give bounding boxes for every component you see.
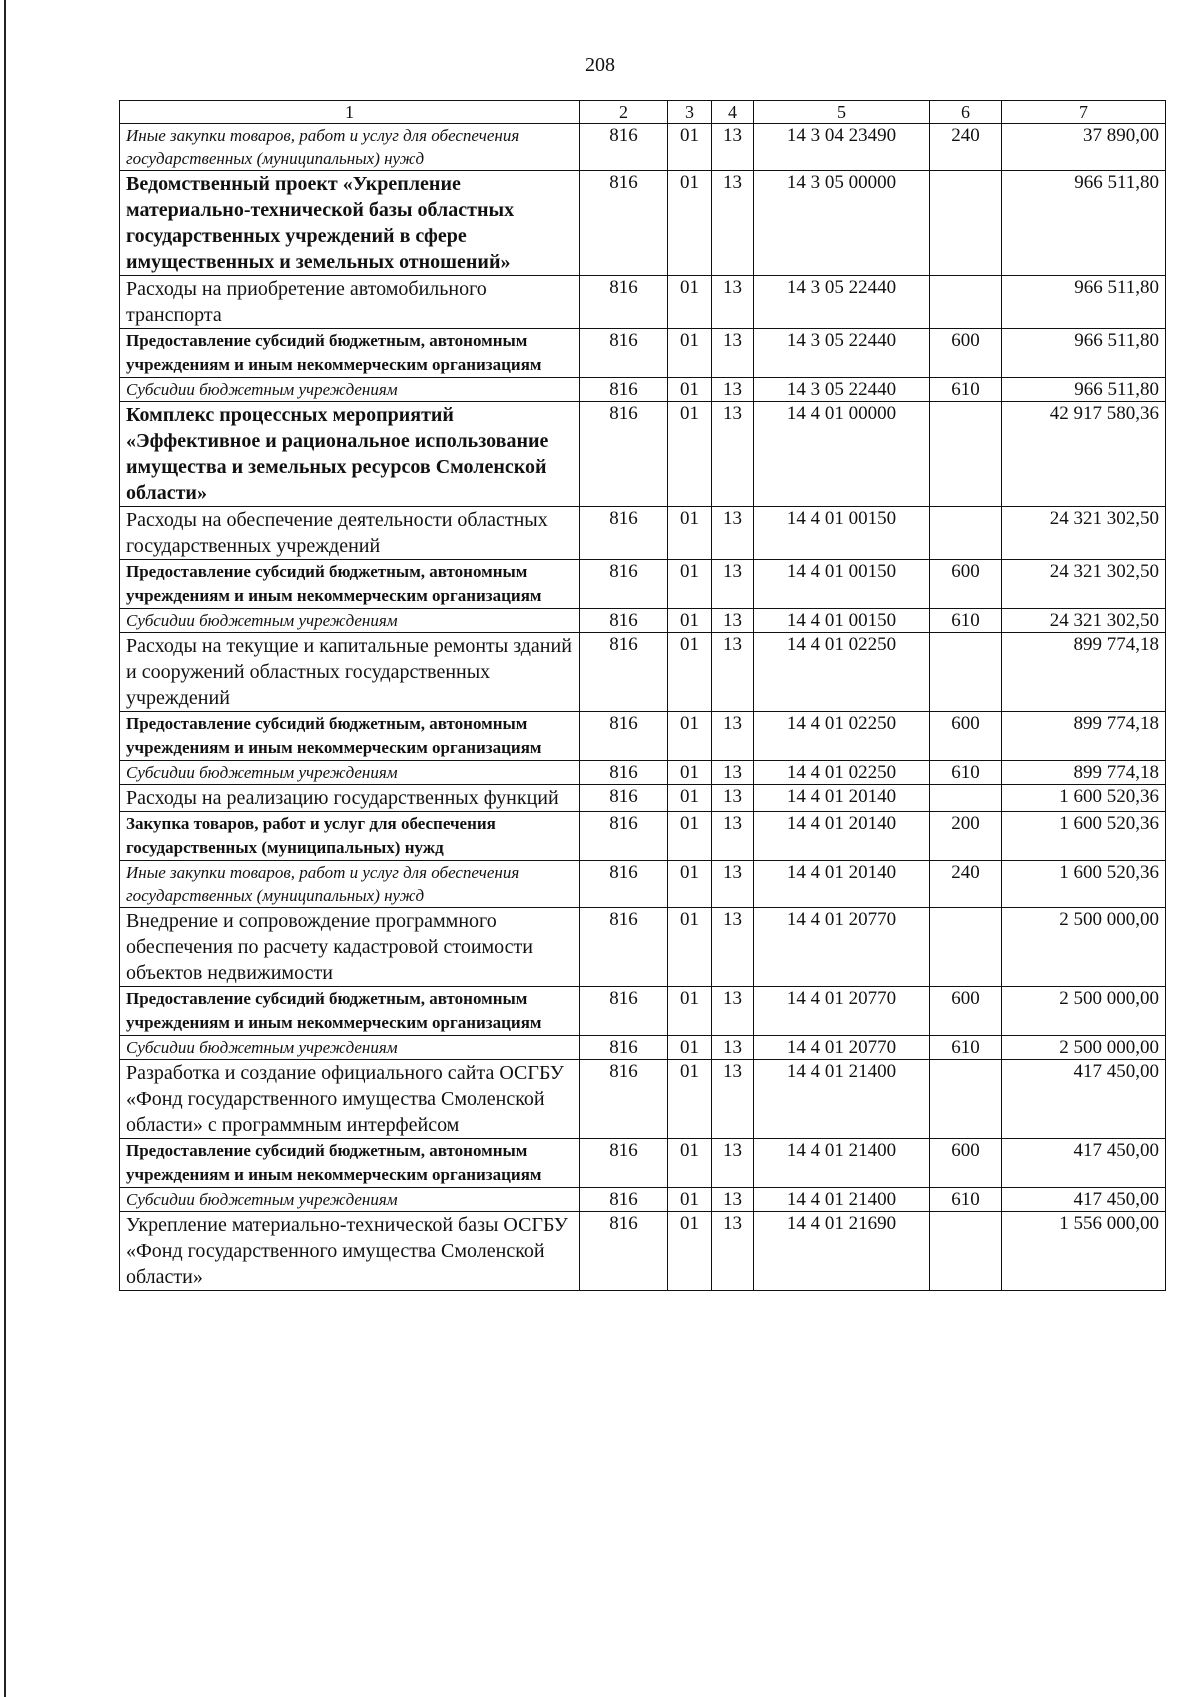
row-name-cell: Предоставление субсидий бюджетным, автономным учреждениям и иным некоммерческим организациям xyxy=(120,329,580,378)
amount-cell: 1 600 520,36 xyxy=(1002,861,1166,908)
expense-type-cell xyxy=(930,633,1002,712)
amount-cell: 2 500 000,00 xyxy=(1002,987,1166,1036)
subsection-code-cell: 13 xyxy=(712,785,754,812)
row-name-cell: Субсидии бюджетным учреждениям xyxy=(120,1036,580,1060)
table-row xyxy=(120,276,1166,329)
admin-code-cell: 816 xyxy=(580,1060,668,1139)
row-name-cell: Предоставление субсидий бюджетным, автономным учреждениям и иным некоммерческим организациям xyxy=(120,987,580,1036)
table-row xyxy=(120,761,1166,785)
admin-code-cell: 816 xyxy=(580,609,668,633)
subsection-code-cell: 13 xyxy=(712,1060,754,1139)
admin-code-cell: 816 xyxy=(580,908,668,987)
section-code-cell: 01 xyxy=(668,124,712,171)
row-name-cell: Комплекс процессных мероприятий «Эффективное и рациональное использование имущества и земельных ресурсов Смоленской области» xyxy=(120,402,580,507)
table-row xyxy=(120,560,1166,609)
expense-type-cell: 610 xyxy=(930,1188,1002,1212)
target-article-cell: 14 3 05 00000 xyxy=(754,171,930,276)
section-code-cell: 01 xyxy=(668,812,712,861)
expense-type-cell: 240 xyxy=(930,861,1002,908)
section-code-cell: 01 xyxy=(668,402,712,507)
amount-cell: 966 511,80 xyxy=(1002,276,1166,329)
table-row xyxy=(120,1188,1166,1212)
amount-cell: 24 321 302,50 xyxy=(1002,560,1166,609)
table-row xyxy=(120,609,1166,633)
table-row xyxy=(120,124,1166,171)
target-article-cell: 14 4 01 21690 xyxy=(754,1212,930,1291)
subsection-code-cell: 13 xyxy=(712,1212,754,1291)
admin-code-cell: 816 xyxy=(580,171,668,276)
target-article-cell: 14 4 01 20770 xyxy=(754,987,930,1036)
amount-cell: 42 917 580,36 xyxy=(1002,402,1166,507)
admin-code-cell: 816 xyxy=(580,329,668,378)
table-row xyxy=(120,329,1166,378)
admin-code-cell: 816 xyxy=(580,378,668,402)
admin-code-cell: 816 xyxy=(580,987,668,1036)
row-name-cell: Внедрение и сопровождение программного обеспечения по расчету кадастровой стоимости объектов недвижимости xyxy=(120,908,580,987)
admin-code-cell: 816 xyxy=(580,507,668,560)
row-name-cell: Субсидии бюджетным учреждениям xyxy=(120,1188,580,1212)
table-row xyxy=(120,507,1166,560)
expense-type-cell xyxy=(930,171,1002,276)
subsection-code-cell: 13 xyxy=(712,987,754,1036)
admin-code-cell: 816 xyxy=(580,633,668,712)
admin-code-cell: 816 xyxy=(580,812,668,861)
row-name-cell: Ведомственный проект «Укрепление материально-технической базы областных государственных учреждений в сфере имущественных и земельных отношений» xyxy=(120,171,580,276)
expense-type-cell xyxy=(930,908,1002,987)
section-code-cell: 01 xyxy=(668,1139,712,1188)
expense-type-cell: 610 xyxy=(930,378,1002,402)
expense-type-cell: 600 xyxy=(930,987,1002,1036)
section-code-cell: 01 xyxy=(668,1212,712,1291)
section-code-cell: 01 xyxy=(668,633,712,712)
table-row xyxy=(120,908,1166,987)
column-header: 6 xyxy=(930,101,1002,124)
row-name-cell: Предоставление субсидий бюджетным, автономным учреждениям и иным некоммерческим организациям xyxy=(120,560,580,609)
amount-cell: 417 450,00 xyxy=(1002,1060,1166,1139)
column-header: 1 xyxy=(120,101,580,124)
expense-type-cell: 600 xyxy=(930,329,1002,378)
table-row xyxy=(120,633,1166,712)
amount-cell: 24 321 302,50 xyxy=(1002,609,1166,633)
amount-cell: 417 450,00 xyxy=(1002,1188,1166,1212)
page-number: 208 xyxy=(585,54,615,76)
amount-cell: 2 500 000,00 xyxy=(1002,1036,1166,1060)
amount-cell: 966 511,80 xyxy=(1002,329,1166,378)
expense-type-cell: 200 xyxy=(930,812,1002,861)
expense-type-cell: 600 xyxy=(930,712,1002,761)
expense-type-cell xyxy=(930,276,1002,329)
table-row xyxy=(120,785,1166,812)
target-article-cell: 14 4 01 00150 xyxy=(754,507,930,560)
admin-code-cell: 816 xyxy=(580,402,668,507)
section-code-cell: 01 xyxy=(668,861,712,908)
target-article-cell: 14 4 01 21400 xyxy=(754,1139,930,1188)
expense-type-cell xyxy=(930,1212,1002,1291)
admin-code-cell: 816 xyxy=(580,560,668,609)
subsection-code-cell: 13 xyxy=(712,861,754,908)
table-row xyxy=(120,712,1166,761)
subsection-code-cell: 13 xyxy=(712,712,754,761)
target-article-cell: 14 4 01 20770 xyxy=(754,908,930,987)
amount-cell: 37 890,00 xyxy=(1002,124,1166,171)
column-header: 2 xyxy=(580,101,668,124)
section-code-cell: 01 xyxy=(668,987,712,1036)
row-name-cell: Субсидии бюджетным учреждениям xyxy=(120,609,580,633)
expense-type-cell xyxy=(930,785,1002,812)
column-header: 3 xyxy=(668,101,712,124)
expense-type-cell xyxy=(930,507,1002,560)
admin-code-cell: 816 xyxy=(580,276,668,329)
subsection-code-cell: 13 xyxy=(712,1139,754,1188)
subsection-code-cell: 13 xyxy=(712,329,754,378)
target-article-cell: 14 4 01 02250 xyxy=(754,712,930,761)
section-code-cell: 01 xyxy=(668,276,712,329)
row-name-cell: Иные закупки товаров, работ и услуг для обеспечения государственных (муниципальных) нужд xyxy=(120,861,580,908)
row-name-cell: Предоставление субсидий бюджетным, автономным учреждениям и иным некоммерческим организациям xyxy=(120,1139,580,1188)
scan-edge-line xyxy=(4,0,6,1697)
target-article-cell: 14 4 01 02250 xyxy=(754,633,930,712)
section-code-cell: 01 xyxy=(668,329,712,378)
amount-cell: 1 600 520,36 xyxy=(1002,785,1166,812)
expense-type-cell: 610 xyxy=(930,1036,1002,1060)
subsection-code-cell: 13 xyxy=(712,633,754,712)
expense-type-cell: 240 xyxy=(930,124,1002,171)
target-article-cell: 14 4 01 02250 xyxy=(754,761,930,785)
admin-code-cell: 816 xyxy=(580,785,668,812)
subsection-code-cell: 13 xyxy=(712,560,754,609)
amount-cell: 899 774,18 xyxy=(1002,761,1166,785)
admin-code-cell: 816 xyxy=(580,124,668,171)
row-name-cell: Расходы на текущие и капитальные ремонты зданий и сооружений областных государственных учреждений xyxy=(120,633,580,712)
section-code-cell: 01 xyxy=(668,171,712,276)
target-article-cell: 14 4 01 20770 xyxy=(754,1036,930,1060)
amount-cell: 1 600 520,36 xyxy=(1002,812,1166,861)
section-code-cell: 01 xyxy=(668,761,712,785)
admin-code-cell: 816 xyxy=(580,1036,668,1060)
row-name-cell: Расходы на реализацию государственных функций xyxy=(120,785,580,812)
row-name-cell: Предоставление субсидий бюджетным, автономным учреждениям и иным некоммерческим организациям xyxy=(120,712,580,761)
table-row xyxy=(120,378,1166,402)
subsection-code-cell: 13 xyxy=(712,609,754,633)
column-header: 4 xyxy=(712,101,754,124)
target-article-cell: 14 3 05 22440 xyxy=(754,329,930,378)
table-row xyxy=(120,1212,1166,1291)
amount-cell: 899 774,18 xyxy=(1002,633,1166,712)
section-code-cell: 01 xyxy=(668,1060,712,1139)
row-name-cell: Расходы на приобретение автомобильного транспорта xyxy=(120,276,580,329)
admin-code-cell: 816 xyxy=(580,761,668,785)
subsection-code-cell: 13 xyxy=(712,1188,754,1212)
expense-type-cell: 600 xyxy=(930,1139,1002,1188)
admin-code-cell: 816 xyxy=(580,712,668,761)
subsection-code-cell: 13 xyxy=(712,124,754,171)
section-code-cell: 01 xyxy=(668,1036,712,1060)
column-header: 7 xyxy=(1002,101,1166,124)
subsection-code-cell: 13 xyxy=(712,171,754,276)
section-code-cell: 01 xyxy=(668,785,712,812)
target-article-cell: 14 4 01 00150 xyxy=(754,609,930,633)
target-article-cell: 14 4 01 21400 xyxy=(754,1060,930,1139)
section-code-cell: 01 xyxy=(668,560,712,609)
amount-cell: 2 500 000,00 xyxy=(1002,908,1166,987)
table-row xyxy=(120,812,1166,861)
amount-cell: 899 774,18 xyxy=(1002,712,1166,761)
amount-cell: 417 450,00 xyxy=(1002,1139,1166,1188)
target-article-cell: 14 4 01 00150 xyxy=(754,560,930,609)
target-article-cell: 14 4 01 20140 xyxy=(754,812,930,861)
row-name-cell: Иные закупки товаров, работ и услуг для обеспечения государственных (муниципальных) нужд xyxy=(120,124,580,171)
amount-cell: 966 511,80 xyxy=(1002,171,1166,276)
subsection-code-cell: 13 xyxy=(712,908,754,987)
row-name-cell: Субсидии бюджетным учреждениям xyxy=(120,378,580,402)
subsection-code-cell: 13 xyxy=(712,507,754,560)
column-header: 5 xyxy=(754,101,930,124)
expense-type-cell: 600 xyxy=(930,560,1002,609)
subsection-code-cell: 13 xyxy=(712,812,754,861)
row-name-cell: Закупка товаров, работ и услуг для обеспечения государственных (муниципальных) нужд xyxy=(120,812,580,861)
target-article-cell: 14 4 01 21400 xyxy=(754,1188,930,1212)
section-code-cell: 01 xyxy=(668,609,712,633)
row-name-cell: Расходы на обеспечение деятельности областных государственных учреждений xyxy=(120,507,580,560)
admin-code-cell: 816 xyxy=(580,1188,668,1212)
admin-code-cell: 816 xyxy=(580,1212,668,1291)
subsection-code-cell: 13 xyxy=(712,402,754,507)
target-article-cell: 14 4 01 20140 xyxy=(754,861,930,908)
table-row xyxy=(120,987,1166,1036)
subsection-code-cell: 13 xyxy=(712,276,754,329)
subsection-code-cell: 13 xyxy=(712,1036,754,1060)
section-code-cell: 01 xyxy=(668,712,712,761)
budget-table xyxy=(119,100,1166,1291)
amount-cell: 966 511,80 xyxy=(1002,378,1166,402)
table-row xyxy=(120,1139,1166,1188)
subsection-code-cell: 13 xyxy=(712,378,754,402)
row-name-cell: Укрепление материально-технической базы ОСГБУ «Фонд государственного имущества Смоленской области» xyxy=(120,1212,580,1291)
row-name-cell: Субсидии бюджетным учреждениям xyxy=(120,761,580,785)
amount-cell: 1 556 000,00 xyxy=(1002,1212,1166,1291)
expense-type-cell xyxy=(930,1060,1002,1139)
admin-code-cell: 816 xyxy=(580,861,668,908)
section-code-cell: 01 xyxy=(668,378,712,402)
budget-table-body xyxy=(120,124,1166,1291)
table-row xyxy=(120,1036,1166,1060)
expense-type-cell: 610 xyxy=(930,761,1002,785)
amount-cell: 24 321 302,50 xyxy=(1002,507,1166,560)
section-code-cell: 01 xyxy=(668,507,712,560)
subsection-code-cell: 13 xyxy=(712,761,754,785)
section-code-cell: 01 xyxy=(668,1188,712,1212)
expense-type-cell xyxy=(930,402,1002,507)
table-row xyxy=(120,1060,1166,1139)
row-name-cell: Разработка и создание официального сайта ОСГБУ «Фонд государственного имущества Смоленской области» с программным интерфейсом xyxy=(120,1060,580,1139)
expense-type-cell: 610 xyxy=(930,609,1002,633)
table-row xyxy=(120,171,1166,276)
column-header-row xyxy=(120,101,1166,124)
target-article-cell: 14 4 01 20140 xyxy=(754,785,930,812)
target-article-cell: 14 3 05 22440 xyxy=(754,276,930,329)
target-article-cell: 14 3 05 22440 xyxy=(754,378,930,402)
target-article-cell: 14 3 04 23490 xyxy=(754,124,930,171)
admin-code-cell: 816 xyxy=(580,1139,668,1188)
table-row xyxy=(120,861,1166,908)
target-article-cell: 14 4 01 00000 xyxy=(754,402,930,507)
table-row xyxy=(120,402,1166,507)
section-code-cell: 01 xyxy=(668,908,712,987)
